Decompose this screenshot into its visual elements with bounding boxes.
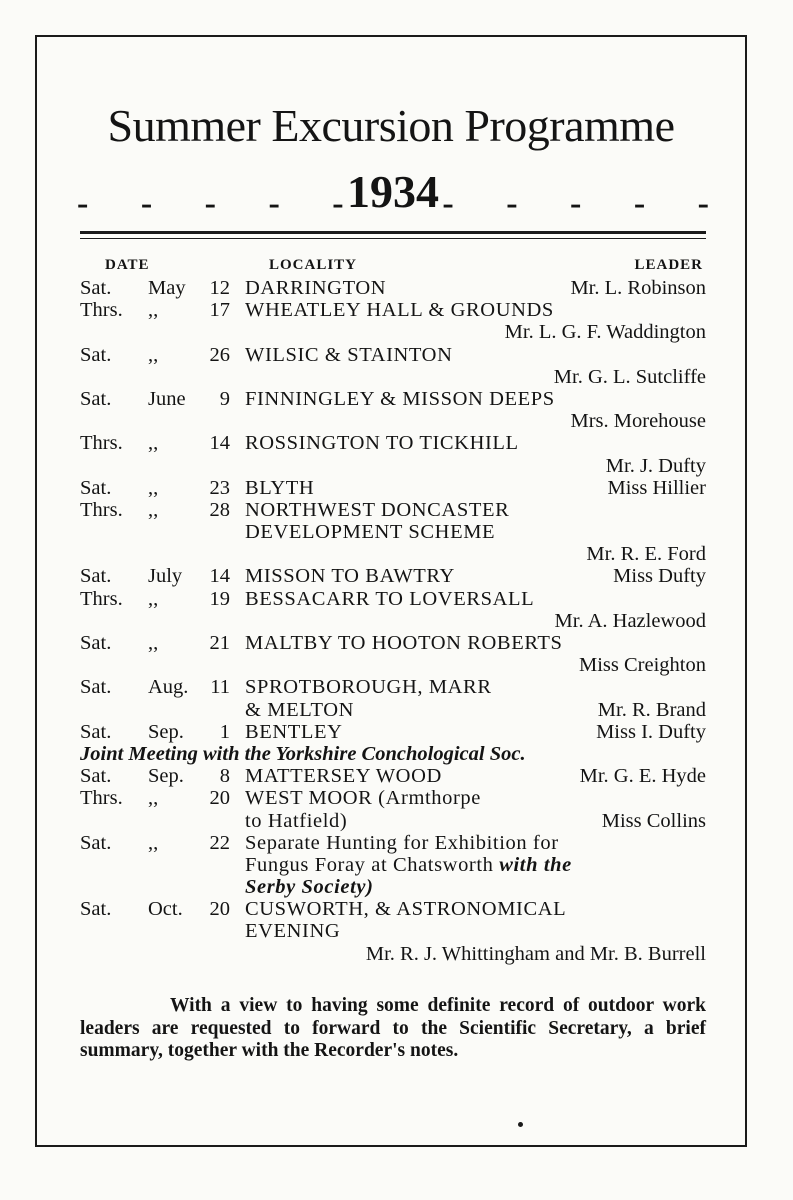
row-leader: Miss Collins — [601, 809, 706, 832]
table-row — [80, 765, 706, 787]
row-date-number: 22 — [209, 831, 230, 854]
header-rule-thick — [80, 231, 706, 234]
row-day: Sat. — [80, 676, 112, 699]
table-row — [80, 854, 706, 876]
row-locality: Separate Hunting for Exhibition for — [245, 831, 559, 854]
row-date-number: 1 — [219, 720, 230, 743]
row-day: Sat. — [80, 898, 112, 921]
row-day: Thrs. — [80, 299, 123, 322]
row-locality: FINNINGLEY & MISSON DEEPS — [245, 387, 555, 410]
row-locality — [245, 854, 572, 877]
row-date-number: 20 — [209, 787, 230, 810]
row-locality: WEST MOOR (Armthorpe — [245, 787, 481, 810]
row-locality-italic: Serby Society) — [245, 876, 374, 899]
table-row — [80, 410, 706, 432]
row-date-number: 20 — [209, 898, 230, 921]
row-leader: Mr. A. Hazlewood — [554, 609, 706, 632]
row-leader: Mr. R. J. Whittingham and Mr. B. Burrell — [365, 942, 706, 965]
row-leader: Miss Dufty — [613, 565, 706, 588]
row-month: ,, — [148, 498, 159, 521]
table-row — [80, 388, 706, 410]
year-line — [77, 165, 731, 222]
row-locality: MALTBY TO HOOTON ROBERTS — [245, 632, 563, 654]
row-leader: Miss Hillier — [607, 476, 706, 499]
row-leader: Miss Creighton — [579, 654, 706, 677]
row-date-number: 11 — [210, 676, 230, 699]
row-day: Sat. — [80, 831, 112, 854]
row-date-number: 12 — [209, 277, 230, 299]
table-row — [80, 787, 706, 809]
row-month: July — [148, 565, 183, 588]
row-locality — [245, 876, 374, 899]
row-date-number: 19 — [209, 587, 230, 610]
table-row — [80, 699, 706, 721]
table-row — [80, 477, 706, 499]
row-date-number: 14 — [209, 565, 230, 588]
table-row — [80, 898, 706, 920]
row-locality: MISSON TO BAWTRY — [245, 565, 455, 588]
row-date-number: 9 — [219, 387, 230, 410]
row-month: ,, — [148, 831, 159, 854]
table-row — [80, 499, 706, 521]
row-date-number: 28 — [209, 498, 230, 521]
table-row — [80, 366, 706, 388]
footer-note — [80, 995, 706, 1063]
row-date-number: 23 — [209, 476, 230, 499]
programme-frame — [35, 35, 747, 1147]
column-header-locality: LOCALITY — [269, 257, 358, 273]
table-row — [80, 920, 706, 942]
row-leader: Miss I. Dufty — [596, 720, 706, 743]
table-row — [80, 565, 706, 587]
row-leader: Mr. J. Dufty — [605, 454, 706, 477]
row-leader: Mr. R. E. Ford — [586, 543, 706, 566]
table-row — [80, 543, 706, 565]
row-date-number: 21 — [209, 632, 230, 654]
table-row — [80, 299, 706, 321]
row-locality: MATTERSEY WOOD — [245, 765, 442, 788]
row-month: June — [148, 387, 186, 410]
footer-note-text: With a view to having some definite record of outdoor work leaders are requested to forward to the Scientific Secretary, a brief summary, together with the Recorder's notes. — [80, 995, 706, 1062]
column-header-date: DATE — [105, 257, 150, 273]
row-day: Sat. — [80, 765, 112, 788]
row-leader: Mr. G. E. Hyde — [579, 765, 706, 788]
row-month: Oct. — [148, 898, 183, 921]
row-leader: Mr. G. L. Sutcliffe — [553, 365, 706, 388]
table-row — [80, 721, 706, 743]
row-locality: EVENING — [245, 920, 341, 943]
column-header-leader: LEADER — [634, 257, 703, 273]
row-month: May — [148, 277, 186, 299]
table-row — [80, 676, 706, 698]
row-month: Sep. — [148, 765, 184, 788]
row-day: Sat. — [80, 476, 112, 499]
row-locality: WHEATLEY HALL & GROUNDS — [245, 299, 554, 322]
row-month: ,, — [148, 299, 159, 322]
table-row — [80, 654, 706, 676]
row-leader: Mr. L. Robinson — [570, 277, 706, 299]
row-date-number: 8 — [219, 765, 230, 788]
row-leader: Mr. L. G. F. Waddington — [504, 321, 706, 344]
programme-title: Summer Excursion Programme — [107, 100, 675, 151]
row-locality: NORTHWEST DONCASTER — [245, 498, 510, 521]
row-date-number: 17 — [209, 299, 230, 322]
row-locality: ROSSINGTON TO TICKHILL — [245, 432, 519, 455]
row-locality: CUSWORTH, & ASTRONOMICAL — [245, 898, 567, 921]
row-month: Aug. — [148, 676, 189, 699]
row-locality: to Hatfield) — [245, 809, 348, 832]
programme-year: 1934 — [347, 166, 439, 217]
row-note: Joint Meeting with the Yorkshire Conchological Soc. — [80, 742, 526, 765]
dashes-right: - - - - - — [442, 185, 731, 222]
header-rule-thin — [80, 238, 706, 239]
table-row — [80, 344, 706, 366]
programme-list — [80, 277, 706, 965]
row-month: ,, — [148, 476, 159, 499]
table-row — [80, 743, 706, 765]
row-date-number: 14 — [209, 432, 230, 455]
table-row — [80, 432, 706, 454]
table-row — [80, 588, 706, 610]
ink-dot — [518, 1122, 523, 1127]
table-row — [80, 521, 706, 543]
table-row — [80, 943, 706, 965]
row-date-number: 26 — [209, 343, 230, 366]
row-month: Sep. — [148, 720, 184, 743]
row-day: Sat. — [80, 565, 112, 588]
row-day: Sat. — [80, 632, 112, 654]
row-day: Thrs. — [80, 498, 123, 521]
row-locality: & MELTON — [245, 698, 355, 721]
dashes-left: - - - - - — [77, 185, 366, 222]
row-locality: WILSIC & STAINTON — [245, 343, 453, 366]
table-row — [80, 876, 706, 898]
table-row — [80, 632, 706, 654]
table-row — [80, 321, 706, 343]
row-locality: SPROTBOROUGH, MARR — [245, 676, 492, 699]
table-row — [80, 455, 706, 477]
row-month: ,, — [148, 587, 159, 610]
row-locality-italic: with the — [499, 853, 572, 876]
row-month: ,, — [148, 343, 159, 366]
row-locality: DARRINGTON — [245, 277, 387, 299]
row-locality-text: Fungus Foray at Chatsworth — [245, 853, 494, 876]
table-row — [80, 832, 706, 854]
table-row — [80, 277, 706, 299]
row-month: ,, — [148, 432, 159, 455]
row-locality: DEVELOPMENT SCHEME — [245, 521, 496, 544]
row-locality: BESSACARR TO LOVERSALL — [245, 587, 535, 610]
row-locality: BLYTH — [245, 476, 315, 499]
table-row — [80, 610, 706, 632]
row-day: Sat. — [80, 277, 112, 299]
row-day: Sat. — [80, 343, 112, 366]
table-row — [80, 810, 706, 832]
row-locality: BENTLEY — [245, 720, 343, 743]
row-leader: Mrs. Morehouse — [570, 410, 706, 433]
row-day: Thrs. — [80, 787, 123, 810]
row-day: Thrs. — [80, 587, 123, 610]
row-leader: Mr. R. Brand — [597, 698, 706, 721]
row-day: Sat. — [80, 720, 112, 743]
row-day: Thrs. — [80, 432, 123, 455]
row-day: Sat. — [80, 387, 112, 410]
row-month: ,, — [148, 632, 159, 654]
row-month: ,, — [148, 787, 159, 810]
